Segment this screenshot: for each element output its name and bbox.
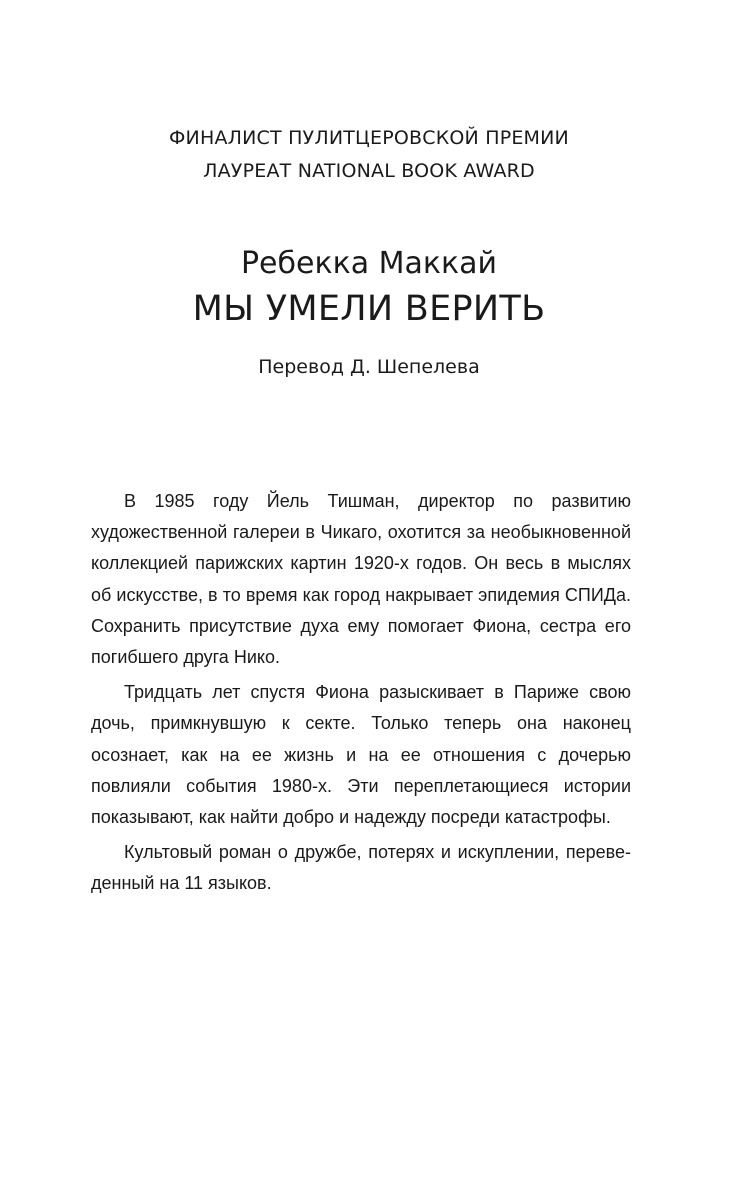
- award-finalist-line: ФИНАЛИСТ ПУЛИТЦЕРОВСКОЙ ПРЕМИИ: [169, 127, 569, 149]
- book-title: МЫ УМЕЛИ ВЕРИТЬ: [192, 289, 546, 329]
- blurb-paragraph: В 1985 году Йель Тишман, директор по развитию художественной галереи в Чикаго, охотится за необыкновенной коллекцией парижских картин 1920-х годов. Он весь в мыслях об искусстве, в то время как город накрывает эпидемия СПИДа. Сохранить присутствие духа ему помогает Фиона, сестра его погибшего друга Нико.: [91, 491, 631, 668]
- blurb-paragraph: Культовый роман о дружбе, потерях и искуплении, переведенный на 11 языков.: [91, 842, 631, 894]
- book-blurb: [91, 486, 631, 904]
- blurb-paragraph: Тридцать лет спустя Фиона разыскивает в Париже свою дочь, примкнувшую к секте. Только теперь она наконец осознает, как на ее жизнь и на ее отношения с дочерью повлияли события 1980-х. Эти переплетающиеся истории показывают, как найти добро и надежду посреди катастрофы.: [91, 682, 631, 828]
- award-laureate-line: ЛАУРЕАТ NATIONAL BOOK AWARD: [203, 160, 535, 182]
- translator-credit: Перевод Д. Шепелева: [258, 356, 480, 378]
- author-name: Ребекка Маккай: [240, 246, 498, 281]
